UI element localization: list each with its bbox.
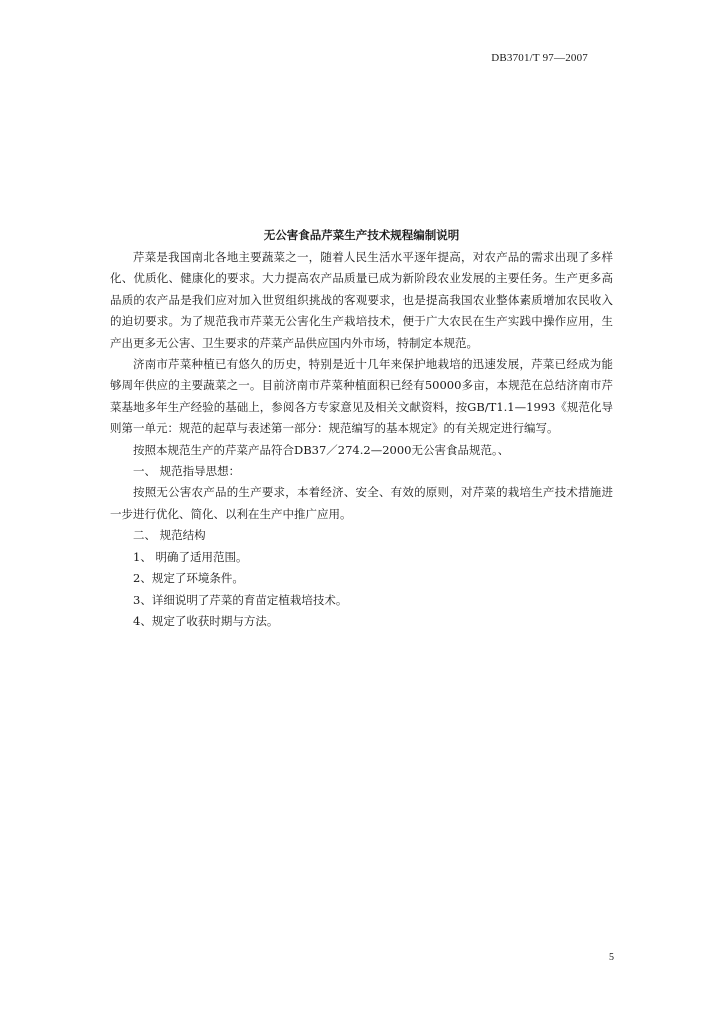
list-item: 1、 明确了适用范围。 [133, 549, 248, 564]
document-body [110, 226, 613, 632]
compliance-statement: 按照本规范生产的芹菜产品符合DB37／274.2—2000无公害食品规范。、 [133, 442, 510, 457]
section-heading-structure: 二、 规范结构 [133, 528, 206, 543]
list-item: 4、规定了收获时期与方法。 [133, 613, 279, 628]
section-heading-guiding-idea: 一、 规范指导思想： [133, 464, 241, 479]
list-item: 3、详细说明了芹菜的育苗定植栽培技术。 [133, 592, 348, 607]
paragraph-history: 济南市芹菜种植已有悠久的历史，特别是近十几年来保护地栽培的迅速发展，芹菜已经成为能够周年供应的主要蔬菜之一。目前济南市芹菜种植面积已经有50000多亩，本规范在总结济南市芹菜基地多年生产经验的基础上，参阅各方专家意见及相关文献资料，按GB/T1.1—1993《规范化导则第一单元：规范的起草与表述第一部分：规范编写的基本规定》的有关规定进行编写。 [110, 357, 613, 436]
section-body-guiding-idea: 按照无公害农产品的生产要求，本着经济、安全、有效的原则，对芹菜的栽培生产技术措施进一步进行优化、简化、以利在生产中推广应用。 [110, 485, 613, 521]
paragraph-intro: 芹菜是我国南北各地主要蔬菜之一，随着人民生活水平逐年提高，对农产品的需求出现了多样化、优质化、健康化的要求。大力提高农产品质量已成为新阶段农业发展的主要任务。生产更多高品质的农产品是我们应对加入世贸组织挑战的客观要求，也是提高我国农业整体素质增加农民收入的迫切要求。为了规范我市芹菜无公害化生产栽培技术，便于广大农民在生产实践中操作应用，生产出更多无公害、卫生要求的芹菜产品供应国内外市场，特制定本规范。 [110, 250, 613, 350]
page-number: 5 [609, 952, 614, 963]
document-title: 无公害食品芹菜生产技术规程编制说明 [263, 228, 460, 242]
list-item: 2、规定了环境条件。 [133, 571, 244, 586]
document-code: DB3701/T 97—2007 [491, 52, 588, 64]
